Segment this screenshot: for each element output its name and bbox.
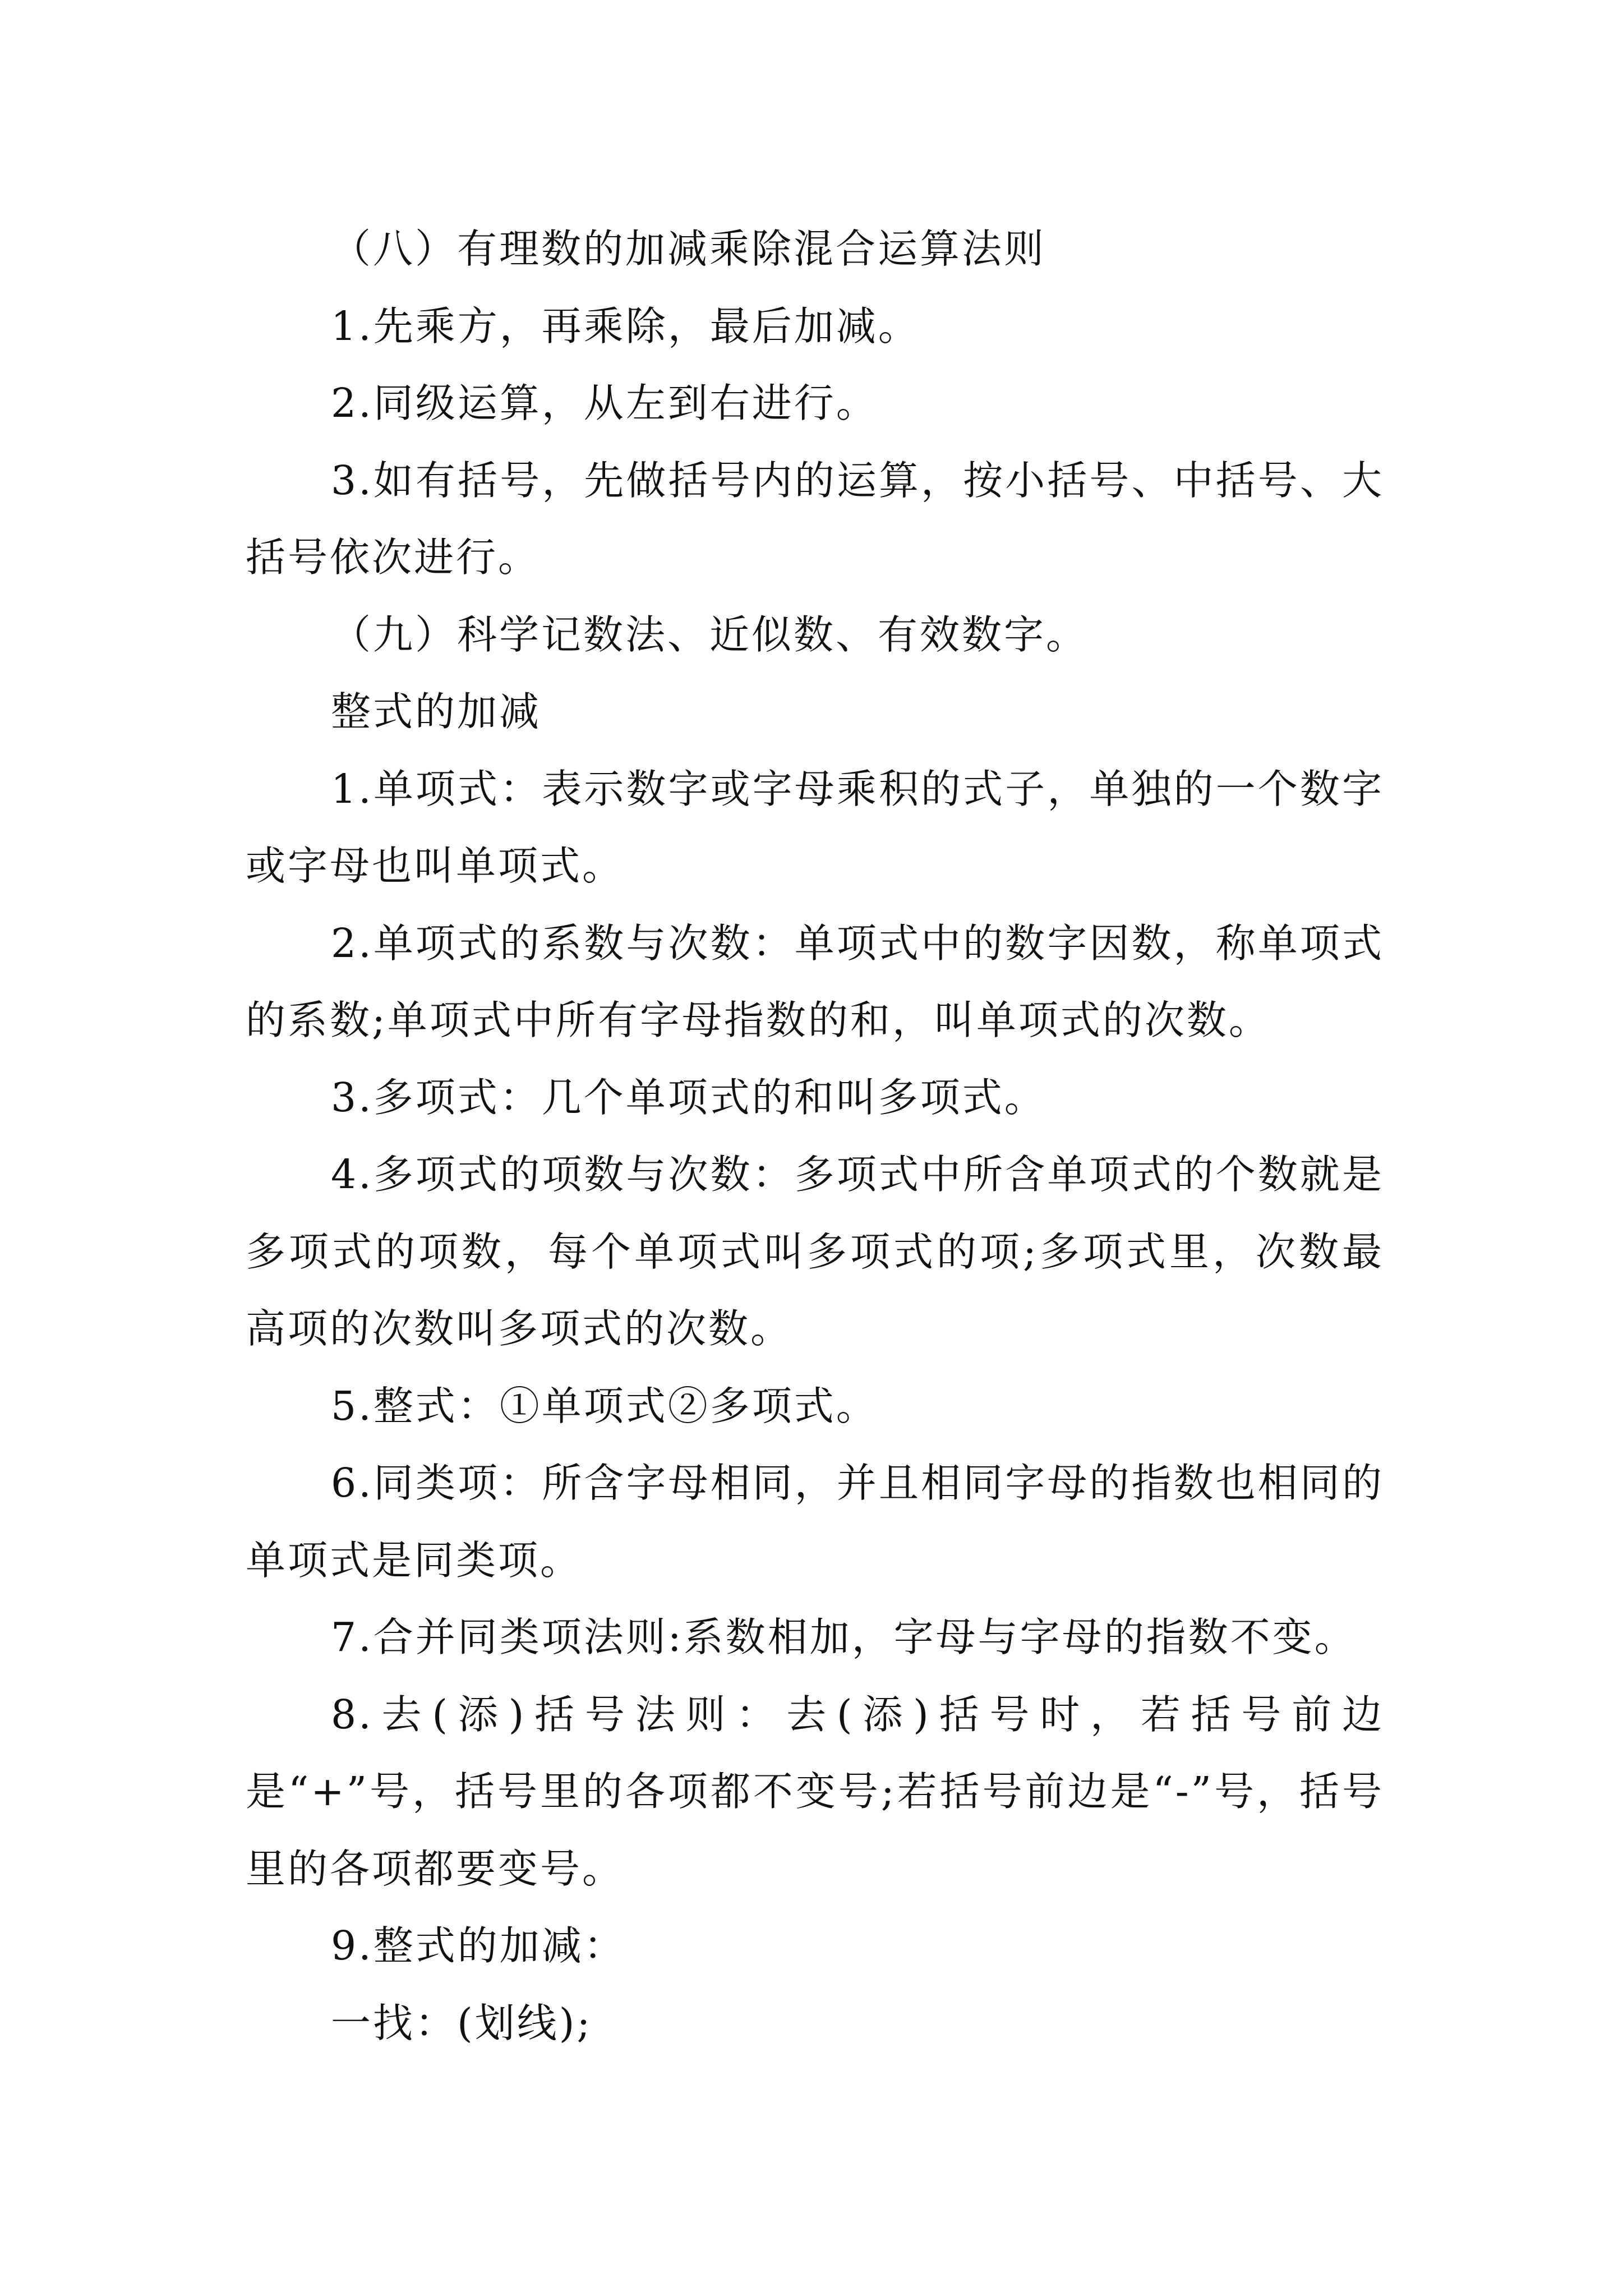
definition-polynomial-degree: 4.多项式的项数与次数：多项式中所含单项式的个数就是多项式的项数，每个单项式叫多项式的项;多项式里，次数最高项的次数叫多项式的次数。 bbox=[246, 1151, 1384, 1352]
section-heading-polynomials: 整式的加减 bbox=[331, 688, 542, 735]
rule-combine-like-terms: 7.合并同类项法则:系数相加，字母与字母的指数不变。 bbox=[331, 1614, 1357, 1660]
definition-monomial: 1.单项式：表示数字或字母乘积的式子，单独的一个数字或字母也叫单项式。 bbox=[246, 765, 1384, 889]
rule-add-subtract-polynomials: 9.整式的加减： bbox=[331, 1922, 626, 1969]
rule-brackets: 8.去(添)括号法则：去(添)括号时，若括号前边是“+”号，括号里的各项都不变号;若括号前边是“-”号，括号里的各项都要变号。 bbox=[246, 1691, 1384, 1892]
definition-polynomial: 3.多项式：几个单项式的和叫多项式。 bbox=[331, 1074, 1046, 1121]
rule-item-2: 2.同级运算，从左到右进行。 bbox=[331, 380, 878, 426]
definition-monomial-coefficient: 2.单项式的系数与次数：单项式中的数字因数，称单项式的系数;单项式中所有字母指数的和，叫单项式的次数。 bbox=[246, 919, 1384, 1043]
definition-like-terms: 6.同类项：所含字母相同，并且相同字母的指数也相同的单项式是同类项。 bbox=[246, 1460, 1384, 1584]
section-heading-9: （九）科学记数法、近似数、有效数字。 bbox=[331, 611, 1089, 658]
definition-integral-expression: 5.整式：①单项式②多项式。 bbox=[331, 1382, 878, 1429]
rule-item-3: 3.如有括号，先做括号内的运算，按小括号、中括号、大括号依次进行。 bbox=[246, 457, 1384, 581]
document-body bbox=[246, 210, 1384, 2062]
step-one-find: 一找：(划线); bbox=[331, 1999, 593, 2046]
rule-item-1: 1.先乘方，再乘除，最后加减。 bbox=[331, 302, 920, 349]
section-heading-8: （八）有理数的加减乘除混合运算法则 bbox=[331, 226, 1046, 272]
